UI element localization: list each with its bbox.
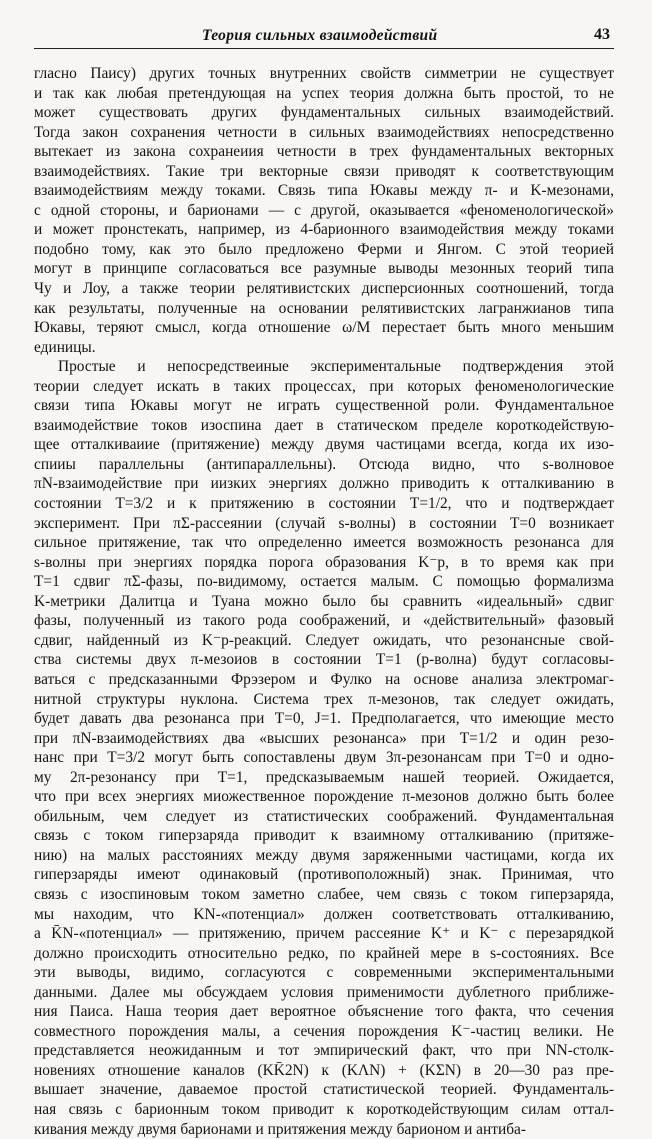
text-line: взаимодействие токов изоспина дает в статическом пределе короткодействую- [34, 416, 614, 434]
text-line: единицы. [34, 338, 96, 356]
text-line: нитной структуры нуклона. Система трех π-мезонов, так следует ожидать, [34, 690, 614, 708]
text-line: спииы параллельны (антипараллельны). Отсюда видно, что s-волновое [34, 455, 614, 473]
text-line: Юкавы, теряют смысл, когда отношение ω/M перестает быть много меньшим [34, 319, 614, 337]
text-line: с одной стороны, и барионами — с другой, оказывается «феноменологической» [34, 201, 614, 219]
text-line: обильным, чем следует из статистических соображений. Фундаментальная [34, 807, 614, 825]
text-line: гласно Паису) других точных внутренних свойств симметрии не существует [34, 65, 614, 82]
text-line: вытекает из закона сохранеиия четности в трех фундаментальных векторных [34, 143, 614, 161]
text-line: данными. Далее мы обсуждаем условия применимости дублетного приближе- [34, 983, 614, 1001]
text-line: состоянии T=3/2 и к притяжению в состоянии T=1/2, что и подтверждает [34, 495, 614, 513]
text-line: ная связь с барионным током приводит к короткодействующим силам оттал- [34, 1100, 614, 1118]
text-line: πN-взаимодействие при иизких энергиях должно приводить к отталкиванию в [34, 475, 614, 493]
text-line: Простые и непосредствеиные экспериментальные подтверждения этой [58, 358, 614, 376]
text-line: Чу и Лоу, а также теории релятивистских дисперсионных соотношений, тогда [34, 280, 614, 298]
text-line: Тогда закон сохранения четности в сильных взаимодействиях непосредственно [34, 123, 614, 141]
text-line: му 2π-резонансу при T=1, предсказываемым нашей теорией. Ожидается, [34, 768, 614, 786]
text-line: сдвиг, найденный из K⁻p-реакций. Следует ожидать, что резонансные свой- [34, 631, 614, 649]
text-line: могут в принципе согласоваться все разумные выводы мезонных теорий типа [34, 260, 614, 278]
text-line: а K̄N-«потенциал» — притяжению, причем рассеяние K⁺ и K⁻ с перезарядкой [34, 925, 614, 943]
page-number: 43 [594, 26, 610, 43]
text-line: как результаты, полученные на основании релятивистских лагранжианов типа [34, 299, 614, 317]
text-line: новениях отношение каналов (KK̄2N) к (KΛN) + (KΣN) в 20—30 раз пре- [34, 1061, 614, 1079]
text-line: теории следует искать в таких процессах, при которых феноменологические [34, 377, 614, 395]
text-line: взаимодействиям между токами. Связь типа Юкавы между π- и K-мезонами, [34, 182, 614, 200]
text-line: эксперимент. При πΣ-рассеянии (случай s-волны) в состоянии T=0 возникает [34, 514, 614, 532]
text-line: должно происходить относительно редко, по крайней мере в s-состояниях. Все [34, 944, 614, 962]
text-line: кивания между двумя барионами и притяжения между барионом и антиба- [34, 1120, 527, 1138]
text-line: связи типа Юкавы могут не играть существенной роли. Фундаментальное [34, 397, 614, 415]
text-line: ния Паиса. Наша теория дает вероятное объяснение того факта, что сечения [34, 1003, 614, 1021]
text-line: T=1 сдвиг πΣ-фазы, по-видимому, остается малым. С помощью формализма [34, 573, 614, 591]
text-line: при πN-взаимодействиях два «высших резонанса» при T=1/2 и один резо- [34, 729, 614, 747]
body-text [34, 64, 614, 1139]
text-line: будет давать два резонанса при T=0, J=1. Предполагается, что имеющие место [34, 710, 614, 728]
text-line: мы находим, что KN-«потенциал» должен соответствовать отталкиванию, [34, 905, 614, 923]
text-line: взаимодействиях. Такие три векторные связи приводят к соответствующим [34, 162, 614, 180]
text-line: щее отталкиваиие (притяжение) между двумя частицами всегда, когда их изо- [34, 436, 614, 454]
text-line: s-волны при энергиях порядка порога образования K⁻p, в то время как при [34, 553, 614, 571]
text-line: эти выводы, видимо, согласуются с современными экспериментальными [34, 964, 614, 982]
text-line: что при всех энергиях миожественное порождение π-мезонов должно быть более [34, 788, 614, 806]
text-line: гиперзаряды имеют одинаковый (противоположный) знак. Принимая, что [34, 866, 614, 884]
text-line: и может пронстекать, например, из 4-барионного взаимодействия между токами [34, 221, 614, 239]
text-line: ваться с предсказанными Фрэзером и Фулко на основе анализа электромаг- [34, 670, 614, 688]
text-line: K-метрики Далитца и Туана можно было бы сравнить «идеальный» сдвиг [34, 592, 614, 610]
text-line: ства системы двух π-мезоиов в состоянии T=1 (p-волна) будут согласовы- [34, 651, 614, 669]
text-line: связь с током гиперзаряда приводит к взаимному отталкиванию (притяже- [34, 827, 614, 845]
text-line: фазы, полученный из такого рода соображений, и «действительный» фазовый [34, 612, 614, 630]
text-line: вышает значение, даваемое простой статистической теорией. Фундаменталь- [34, 1081, 614, 1099]
text-line: сильное притяжение, так что определенно имеется возможность резонанса для [34, 534, 614, 552]
text-line: совместного порождения малы, а сечения порождения K⁻-частиц велики. Не [34, 1022, 614, 1040]
text-line: может существовать других фундаментальных сильных взаимодействий. [34, 104, 614, 122]
text-line: нанс при T=3/2 могут быть сопоставлены двум 3π-резонансам при T=0 и одно- [34, 749, 614, 767]
running-title: Теория сильных взаимодействий [202, 27, 438, 44]
text-line: нию) на малых расстояниях между двумя заряженными частицами, когда их [34, 846, 614, 864]
page-header [34, 24, 614, 49]
text-line: и так как любая претендующая на успех теория должна быть простой, то не [34, 84, 614, 102]
text-line: подобно тому, как это было предложено Ферми и Янгом. С этой теорией [34, 240, 614, 258]
text-line: представляется неожиданным и тот эмпирический факт, что при NN-столк- [34, 1042, 614, 1060]
text-line: связь с изоспиновым током заметно слабее, чем связь с током гиперзаряда, [34, 885, 614, 903]
